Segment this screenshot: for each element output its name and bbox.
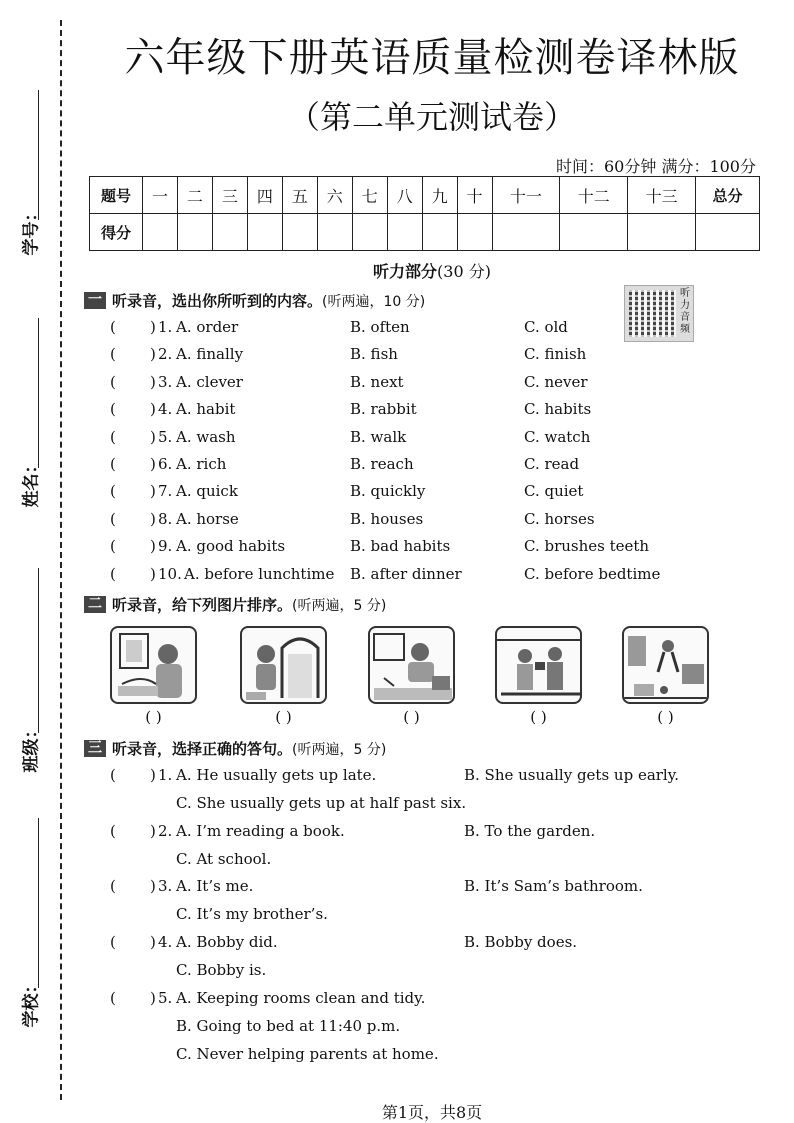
- option-a: A. It’s me.: [176, 877, 254, 895]
- score-cell[interactable]: [387, 214, 422, 251]
- question-number: 2.: [158, 822, 173, 840]
- score-header-cell: 题号: [90, 177, 143, 214]
- score-cell[interactable]: [212, 214, 247, 251]
- option-a: A. order: [176, 318, 239, 336]
- option-a: A. He usually gets up late.: [176, 766, 377, 784]
- score-cell[interactable]: [177, 214, 212, 251]
- option-a: A. Bobby did.: [176, 933, 278, 951]
- section3-title: 听录音，选择正确的答句。: [112, 740, 293, 758]
- answer-paren-close: ): [150, 989, 156, 1007]
- section1-note: (听两遍，10 分): [322, 293, 426, 310]
- answer-paren[interactable]: (: [110, 318, 116, 336]
- option-a: A. I’m reading a book.: [176, 822, 345, 840]
- picture-order-blank[interactable]: ( ): [403, 708, 420, 726]
- score-header-cell: 十二: [560, 177, 628, 214]
- school-line: [38, 818, 39, 988]
- answer-paren[interactable]: (: [110, 989, 116, 1007]
- section2-heading: [84, 594, 386, 615]
- picture-boy-in-messy-room: [368, 626, 455, 704]
- question-number: ): [150, 373, 156, 391]
- section1-title: 听录音，选出你所听到的内容。: [112, 292, 323, 310]
- option-b: B. next: [350, 373, 404, 391]
- option-a: A. quick: [176, 482, 238, 500]
- answer-paren[interactable]: (: [110, 537, 116, 555]
- section3-note: (听两遍，5 分): [292, 741, 387, 758]
- score-header-cell: 十一: [492, 177, 560, 214]
- picture-boy-brushing-teeth: [110, 626, 197, 704]
- question-number: 9.: [158, 537, 173, 555]
- picture-order-blank[interactable]: ( ): [275, 708, 292, 726]
- score-header-cell: 一: [143, 177, 178, 214]
- answer-paren[interactable]: (: [110, 565, 116, 583]
- section3-number: 三: [84, 740, 106, 757]
- section2-note: (听两遍，5 分): [292, 597, 387, 614]
- option-b: B. It’s Sam’s bathroom.: [464, 877, 643, 895]
- picture-order-blank[interactable]: ( ): [657, 708, 674, 726]
- score-cell[interactable]: [282, 214, 317, 251]
- binding-strip: [0, 0, 70, 1123]
- answer-paren[interactable]: (: [110, 877, 116, 895]
- cut-line: [60, 20, 62, 1100]
- answer-paren[interactable]: (: [110, 428, 116, 446]
- student-id-line: [38, 90, 39, 220]
- question-number: ): [150, 400, 156, 418]
- option-b: B. Bobby does.: [464, 933, 578, 951]
- question-number: ): [150, 482, 156, 500]
- section2-title: 听录音，给下列图片排序。: [112, 596, 293, 614]
- option-b: B. bad habits: [350, 537, 451, 555]
- score-cell[interactable]: [352, 214, 387, 251]
- answer-paren-close: ): [150, 822, 156, 840]
- score-header-cell: 二: [177, 177, 212, 214]
- option-c: C. old: [524, 318, 568, 336]
- option-c: C. At school.: [176, 850, 272, 868]
- score-cell[interactable]: [560, 214, 628, 251]
- option-a: A. before lunchtime: [184, 565, 335, 583]
- score-header-cell: 五: [282, 177, 317, 214]
- option-b: B. To the garden.: [464, 822, 596, 840]
- student-id-label: 学号：: [21, 204, 42, 256]
- listening-part-label: 听力部分: [373, 262, 438, 281]
- option-c: C. before bedtime: [524, 565, 661, 583]
- option-c: C. brushes teeth: [524, 537, 650, 555]
- name-label: 姓名：: [21, 456, 42, 508]
- page-title: 六年级下册英语质量检测卷译林版: [124, 35, 740, 81]
- picture-messy-room-with-toys: [622, 626, 709, 704]
- question-number: ): [150, 455, 156, 473]
- answer-paren[interactable]: (: [110, 345, 116, 363]
- option-c: C. She usually gets up at half past six.: [176, 794, 467, 812]
- option-b: B. rabbit: [350, 400, 417, 418]
- question-number: 7.: [158, 482, 173, 500]
- question-number: 10.: [158, 565, 182, 583]
- score-header-cell: 三: [212, 177, 247, 214]
- score-cell[interactable]: [457, 214, 492, 251]
- question-number: ): [150, 318, 156, 336]
- qr-pattern: [629, 290, 676, 337]
- question-number: 1.: [158, 766, 173, 784]
- question-number: ): [150, 537, 156, 555]
- answer-paren-close: ): [150, 877, 156, 895]
- option-a: A. habit: [176, 400, 236, 418]
- question-number: 4.: [158, 933, 173, 951]
- option-c: C. It’s my brother’s.: [176, 905, 328, 923]
- score-header-cell: 九: [422, 177, 457, 214]
- qr-caption: 听力音频: [680, 288, 690, 335]
- score-header-cell: 四: [247, 177, 282, 214]
- question-number: 6.: [158, 455, 173, 473]
- option-c: C. watch: [524, 428, 591, 446]
- question-number: ): [150, 565, 156, 583]
- picture-girl-at-door: [240, 626, 327, 704]
- option-b: B. often: [350, 318, 410, 336]
- answer-paren[interactable]: (: [110, 482, 116, 500]
- option-b: B. She usually gets up early.: [464, 766, 679, 784]
- question-number: 4.: [158, 400, 173, 418]
- answer-paren-close: ): [150, 933, 156, 951]
- score-header-cell: 七: [352, 177, 387, 214]
- score-cell[interactable]: [696, 214, 760, 251]
- question-number: 3.: [158, 373, 173, 391]
- option-b: B. houses: [350, 510, 424, 528]
- score-header-cell: 六: [317, 177, 352, 214]
- question-number: 5.: [158, 989, 173, 1007]
- section1-number: 一: [84, 292, 106, 309]
- option-a: A. rich: [176, 455, 227, 473]
- option-b: B. reach: [350, 455, 414, 473]
- option-b: B. walk: [350, 428, 407, 446]
- question-number: ): [150, 345, 156, 363]
- score-header-cell: 总分: [696, 177, 760, 214]
- score-cell[interactable]: [143, 214, 178, 251]
- listening-part-points: (30 分): [437, 262, 491, 281]
- answer-paren[interactable]: (: [110, 455, 116, 473]
- picture-order-blank[interactable]: ( ): [530, 708, 547, 726]
- option-c: C. habits: [524, 400, 592, 418]
- option-a: A. wash: [176, 428, 236, 446]
- answer-paren-close: ): [150, 766, 156, 784]
- score-cell[interactable]: [422, 214, 457, 251]
- option-c: C. Never helping parents at home.: [176, 1045, 439, 1063]
- section2-number: 二: [84, 596, 106, 613]
- listening-part-title: [70, 259, 794, 282]
- option-b: B. fish: [350, 345, 398, 363]
- section1-heading: [84, 290, 425, 311]
- class-line: [38, 568, 39, 733]
- score-table: [89, 176, 760, 251]
- score-header-cell: 十: [457, 177, 492, 214]
- question-number: ): [150, 428, 156, 446]
- option-a: A. finally: [176, 345, 244, 363]
- option-c: C. read: [524, 455, 580, 473]
- question-number: 5.: [158, 428, 173, 446]
- question-number: ): [150, 510, 156, 528]
- score-header-cell: 十三: [628, 177, 696, 214]
- option-a: A. Keeping rooms clean and tidy.: [176, 989, 426, 1007]
- option-b: B. after dinner: [350, 565, 462, 583]
- option-a: A. good habits: [176, 537, 286, 555]
- section3-heading: [84, 738, 386, 759]
- question-number: 8.: [158, 510, 173, 528]
- page-subtitle: （第二单元测试卷）: [287, 98, 576, 136]
- score-cell[interactable]: [247, 214, 282, 251]
- picture-two-people-with-trophy: [495, 626, 582, 704]
- score-header-cell: 八: [387, 177, 422, 214]
- option-c: C. quiet: [524, 482, 584, 500]
- answer-paren[interactable]: (: [110, 933, 116, 951]
- answer-paren[interactable]: (: [110, 822, 116, 840]
- question-number: 3.: [158, 877, 173, 895]
- qr-code-icon[interactable]: [624, 285, 694, 342]
- school-label: 学校：: [21, 976, 42, 1028]
- score-cell[interactable]: [628, 214, 696, 251]
- option-b: B. quickly: [350, 482, 426, 500]
- option-b: B. Going to bed at 11:40 p.m.: [176, 1017, 401, 1035]
- option-c: C. horses: [524, 510, 595, 528]
- option-a: A. horse: [176, 510, 239, 528]
- name-line: [38, 318, 39, 468]
- time-info: 时间：60分钟 满分：100分: [556, 157, 756, 176]
- answer-paren[interactable]: (: [110, 766, 116, 784]
- answer-paren[interactable]: (: [110, 400, 116, 418]
- answer-paren[interactable]: (: [110, 510, 116, 528]
- answer-paren[interactable]: (: [110, 373, 116, 391]
- class-label: 班级：: [21, 721, 42, 773]
- option-a: A. clever: [176, 373, 243, 391]
- question-number: 2.: [158, 345, 173, 363]
- picture-order-blank[interactable]: ( ): [145, 708, 162, 726]
- option-c: C. finish: [524, 345, 587, 363]
- option-c: C. Bobby is.: [176, 961, 267, 979]
- score-cell[interactable]: [317, 214, 352, 251]
- page-footer: 第1页，共8页: [381, 1103, 483, 1122]
- score-cell[interactable]: [492, 214, 560, 251]
- option-c: C. never: [524, 373, 588, 391]
- score-row-label: 得分: [90, 214, 143, 251]
- question-number: 1.: [158, 318, 173, 336]
